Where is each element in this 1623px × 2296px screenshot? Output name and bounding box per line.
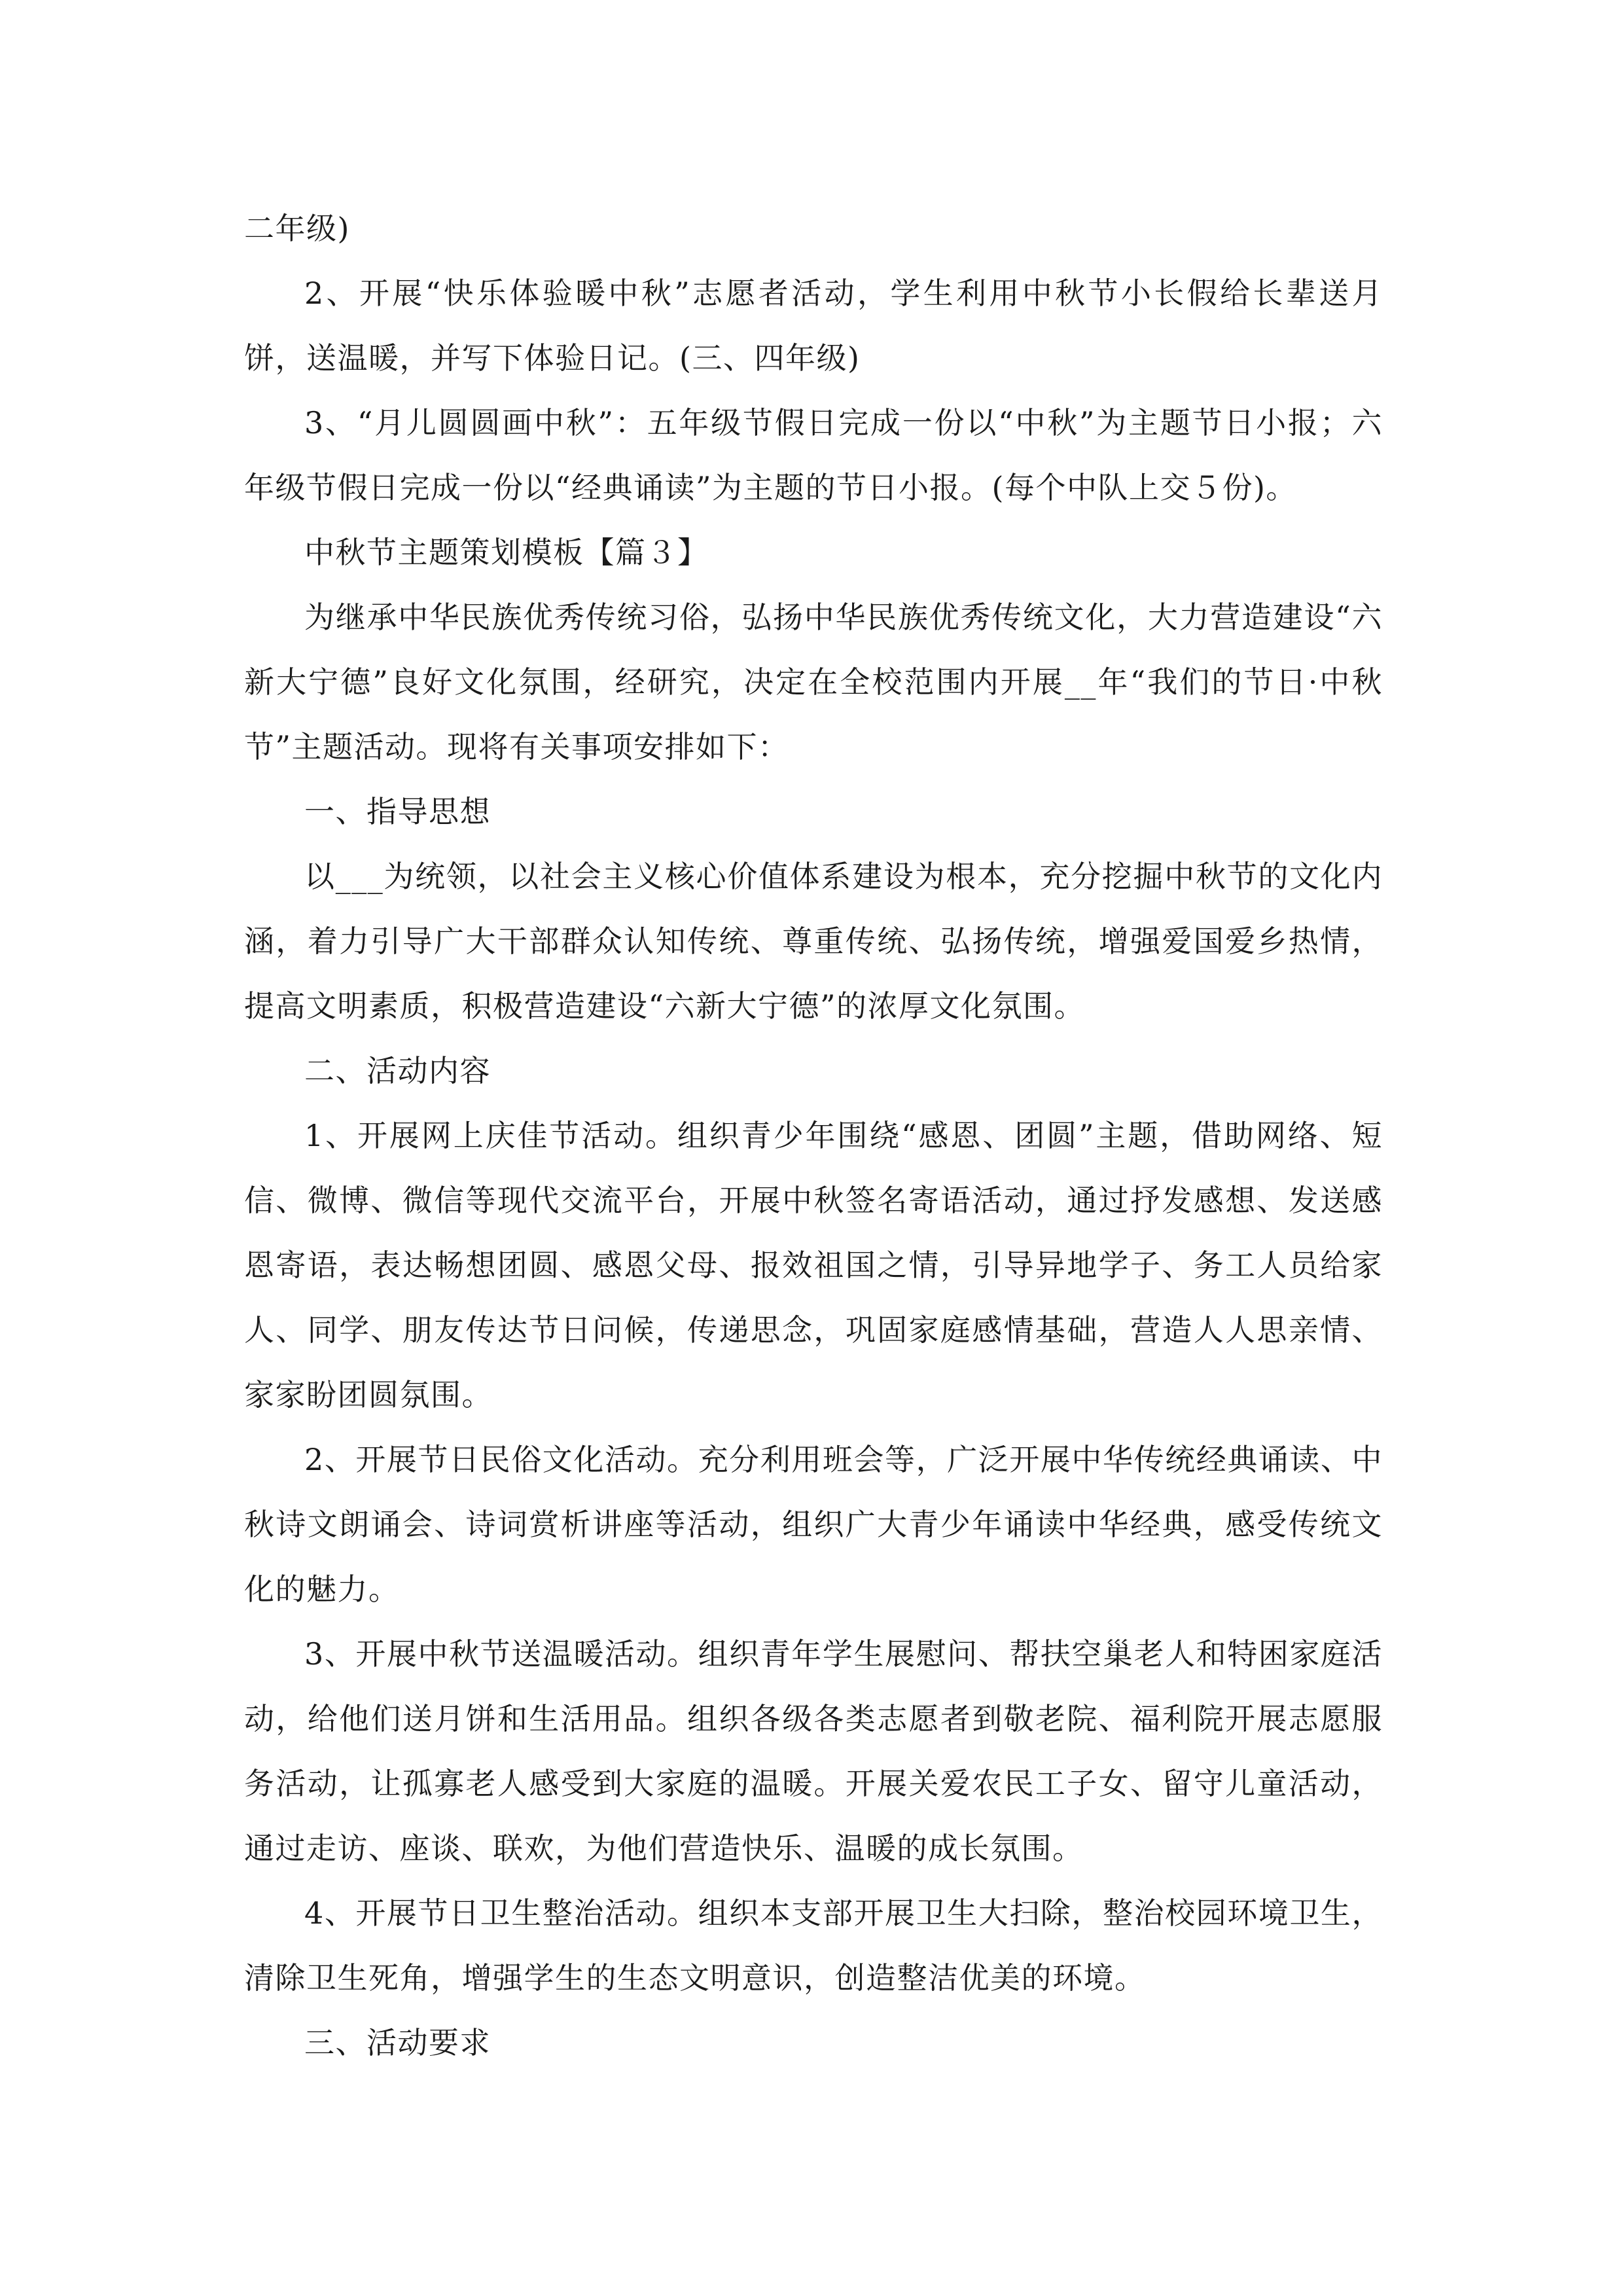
paragraph: 3、“月儿圆圆画中秋”：五年级节假日完成一份以“中秋”为主题节日小报；六年级节假日完成一份以“经典诵读”为主题的节日小报。(每个中队上交５份)。 [244,405,1383,505]
paragraph: 三、活动要求 [304,2025,491,2060]
document-body [244,196,1383,2075]
paragraph: 3、开展中秋节送温暖活动。组织青年学生展慰问、帮扶空巢老人和特困家庭活动，给他们送月饼和生活用品。组织各级各类志愿者到敬老院、福利院开展志愿服务活动，让孤寡老人感受到大家庭的温暖。开展关爱农民工子女、留守儿童活动，通过走访、座谈、联欢，为他们营造快乐、温暖的成长氛围。 [244,1636,1383,1866]
paragraph: 4、开展节日卫生整治活动。组织本支部开展卫生大扫除，整治校园环境卫生，清除卫生死角，增强学生的生态文明意识，创造整洁优美的环境。 [244,1895,1383,1996]
paragraph: 2、开展“快乐体验暖中秋”志愿者活动，学生利用中秋节小长假给长辈送月饼，送温暖，并写下体验日记。(三、四年级) [244,276,1383,376]
paragraph: 为继承中华民族优秀传统习俗，弘扬中华民族优秀传统文化，大力营造建设“六新大宁德”良好文化氛围，经研究，决定在全校范围内开展__年“我们的节日·中秋节”主题活动。现将有关事项安排如下： [244,600,1383,764]
paragraph: 中秋节主题策划模板【篇３】 [304,535,709,570]
paragraph: 2、开展节日民俗文化活动。充分利用班会等，广泛开展中华传统经典诵读、中秋诗文朗诵会、诗词赏析讲座等活动，组织广大青少年诵读中华经典，感受传统文化的魅力。 [244,1442,1383,1607]
paragraph: 以___为统领，以社会主义核心价值体系建设为根本，充分挖掘中秋节的文化内涵，着力引导广大干部群众认知传统、尊重传统、弘扬传统，增强爱国爱乡热情，提高文明素质，积极营造建设“六新大宁德”的浓厚文化氛围。 [244,859,1383,1024]
paragraph: 1、开展网上庆佳节活动。组织青少年围绕“感恩、团圆”主题，借助网络、短信、微博、微信等现代交流平台，开展中秋签名寄语活动，通过抒发感想、发送感恩寄语，表达畅想团圆、感恩父母、报效祖国之情，引导异地学子、务工人员给家人、同学、朋友传达节日问候，传递思念，巩固家庭感情基础，营造人人思亲情、家家盼团圆氛围。 [244,1118,1383,1412]
paragraph: 二年级) [244,211,350,246]
paragraph: 二、活动内容 [304,1053,491,1088]
paragraph: 一、指导思想 [304,794,491,829]
